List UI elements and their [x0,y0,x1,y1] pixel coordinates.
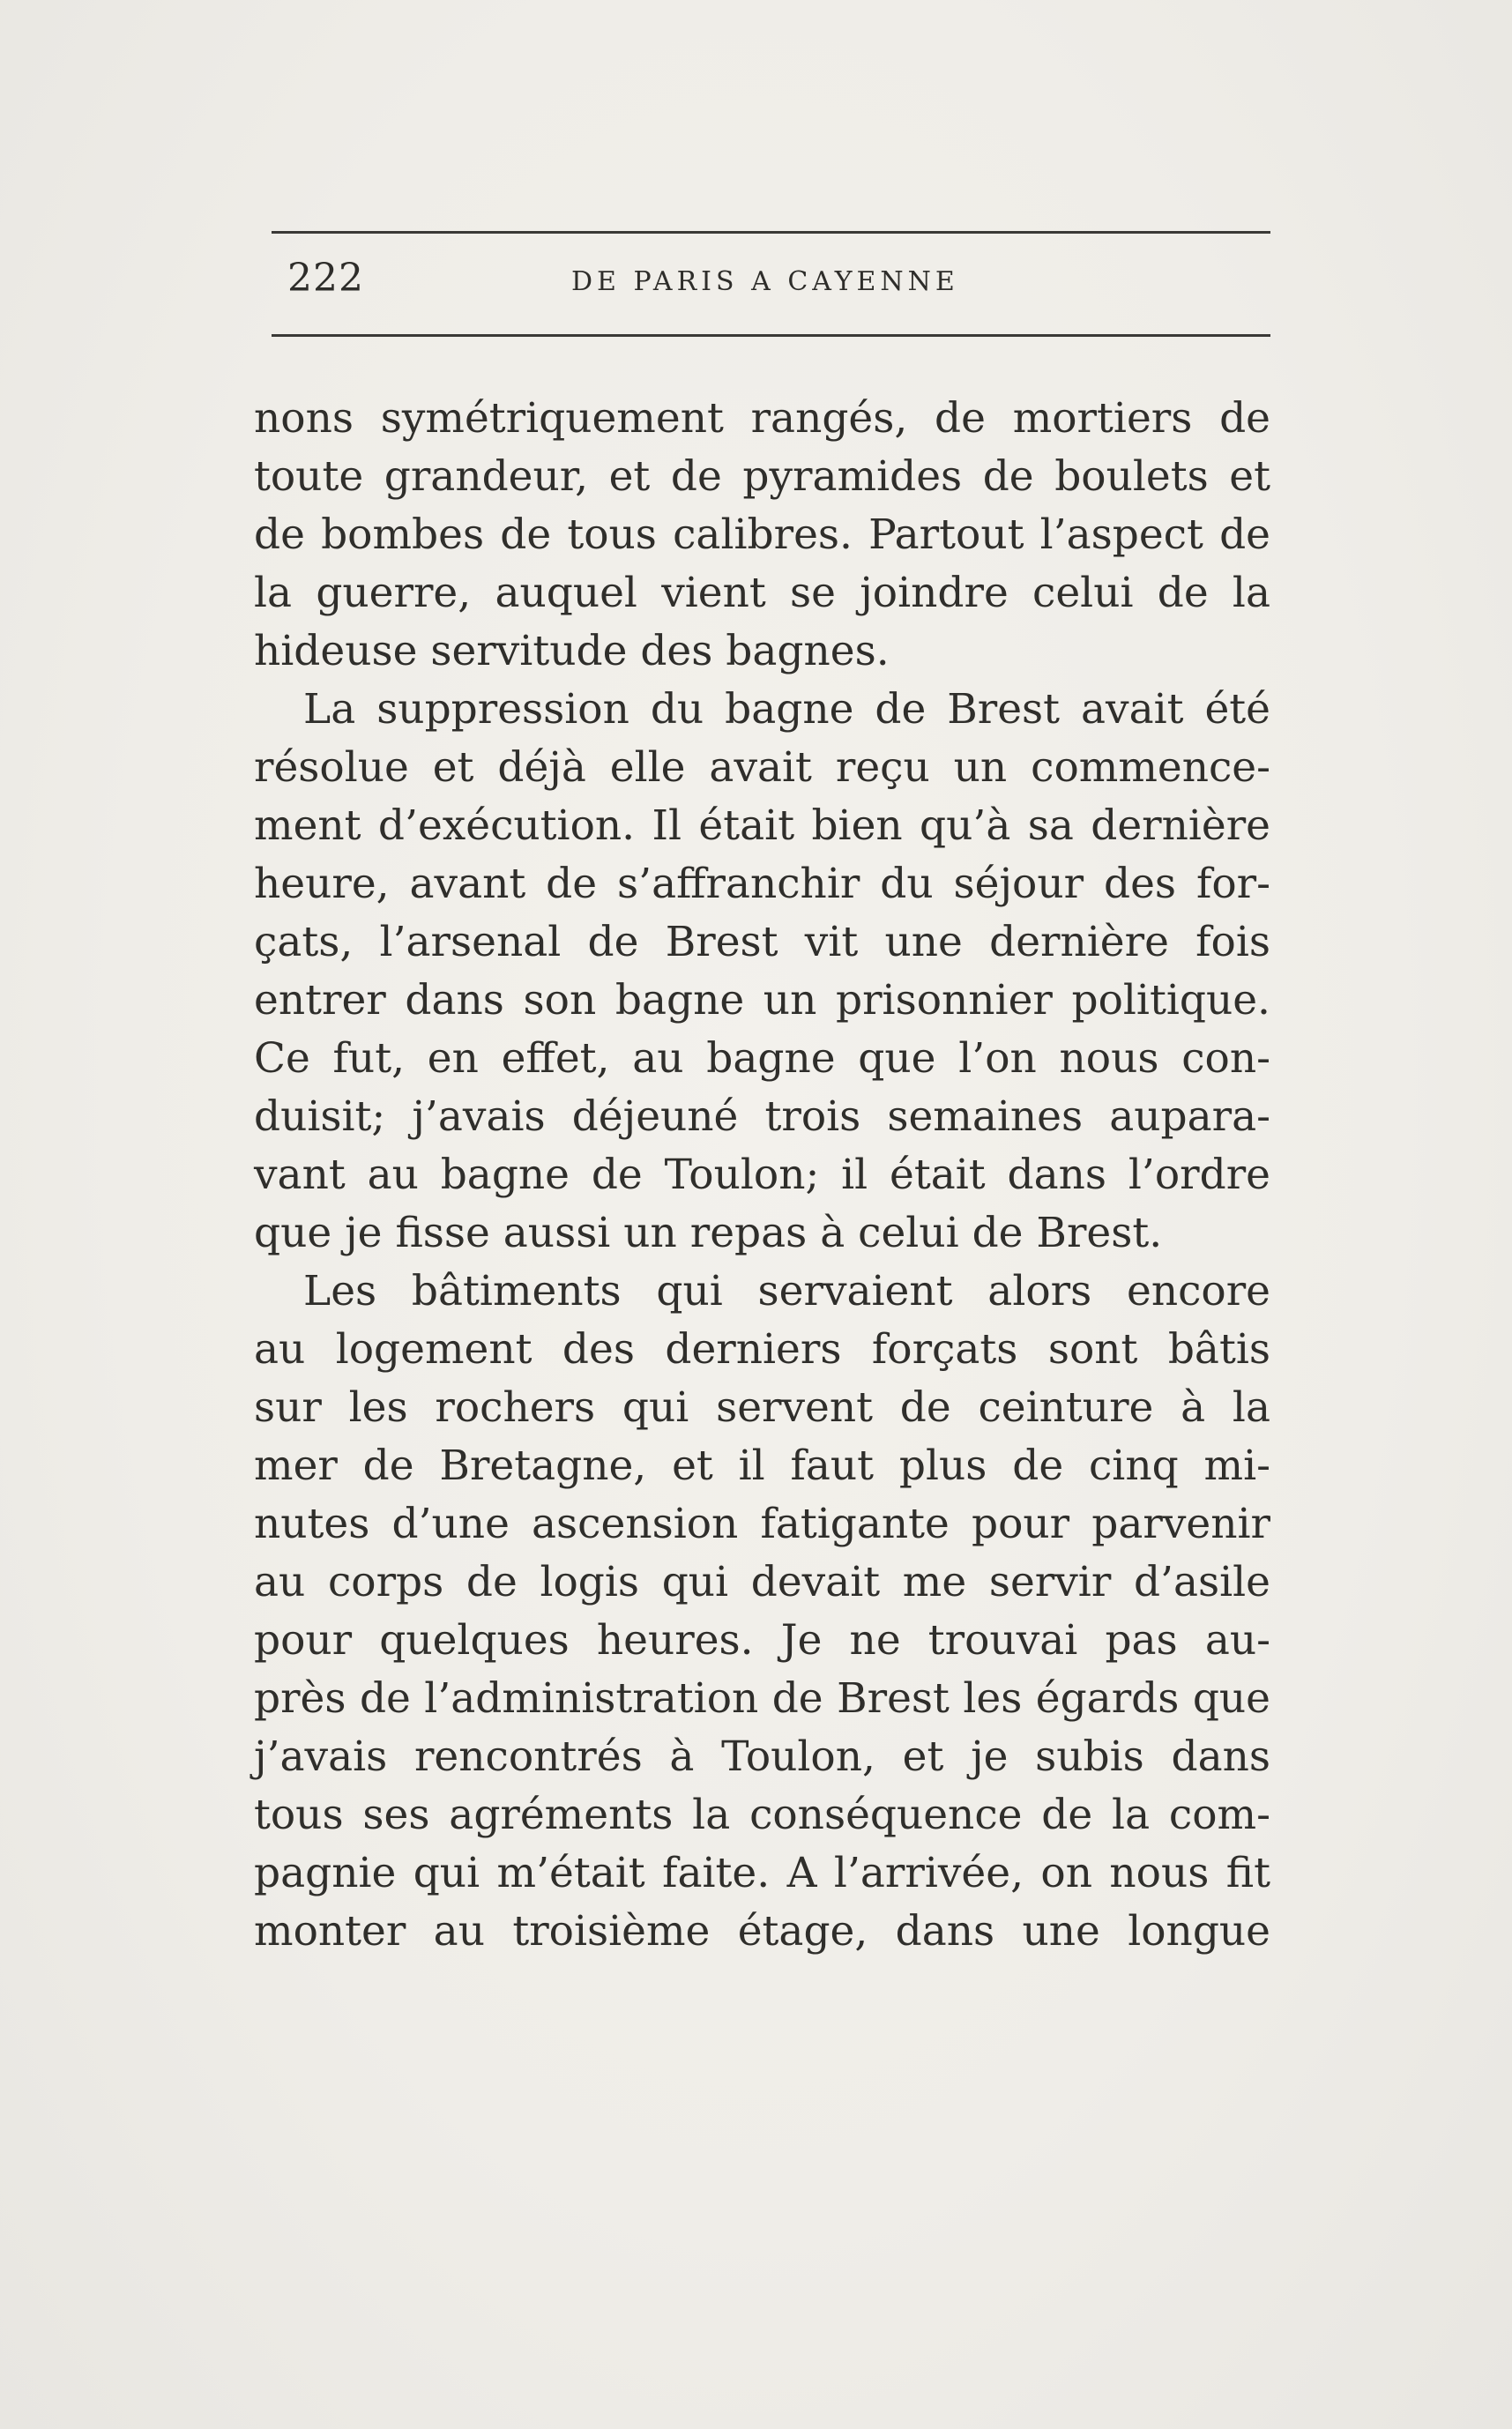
text-line: monter au troisième étage, dans une longue [254,1907,1270,1956]
text-line: mer de Bretagne, et il faut plus de cinq mi- [254,1442,1270,1490]
text-line: j’avais rencontrés à Toulon, et je subis dans [254,1732,1270,1781]
text-line: nons symétriquement rangés, de mortiers de [254,394,1270,443]
text-line: pagnie qui m’était faite. A l’arrivée, on nous fit [254,1849,1270,1897]
running-head [272,256,1270,309]
text-line: vant au bagne de Toulon; il était dans l’ordre [254,1151,1270,1199]
running-title: DE PARIS A CAYENNE [571,266,959,297]
header-bottom-rule [272,334,1270,337]
text-line: çats, l’arsenal de Brest vit une dernière fois [254,918,1270,966]
text-line: pour quelques heures. Je ne trouvai pas au- [254,1616,1270,1665]
text-line: que je fisse aussi un repas à celui de Brest. [254,1209,1163,1257]
text-line: entrer dans son bagne un prisonnier politique. [254,976,1270,1025]
text-line: Les bâtiments qui servaient alors encore [303,1267,1270,1315]
text-line: près de l’administration de Brest les égards que [254,1674,1270,1723]
text-line: de bombes de tous calibres. Partout l’aspect de [254,510,1270,559]
text-line: au logement des derniers forçats sont bâtis [254,1325,1270,1374]
text-line: toute grandeur, et de pyramides de boulets et [254,452,1270,501]
text-line: résolue et déjà elle avait reçu un commence- [254,743,1270,792]
text-line: duisit; j’avais déjeuné trois semaines aupara- [254,1092,1270,1141]
text-line: la guerre, auquel vient se joindre celui de la [254,569,1270,617]
text-line: au corps de logis qui devait me servir d’asile [254,1558,1270,1606]
page-number: 222 [287,256,364,301]
text-line: hideuse servitude des bagnes. [254,627,890,675]
text-line: tous ses agréments la conséquence de la com- [254,1791,1270,1839]
header-top-rule [272,231,1270,234]
text-line: Ce fut, en effet, au bagne que l’on nous con- [254,1034,1270,1083]
text-line: La suppression du bagne de Brest avait été [303,685,1270,734]
text-line: heure, avant de s’affranchir du séjour des for- [254,860,1270,908]
body-text [254,390,1270,1961]
text-line: nutes d’une ascension fatigante pour parvenir [254,1500,1270,1548]
text-line: ment d’exécution. Il était bien qu’à sa dernière [254,801,1270,850]
text-line: sur les rochers qui servent de ceinture à la [254,1383,1270,1432]
